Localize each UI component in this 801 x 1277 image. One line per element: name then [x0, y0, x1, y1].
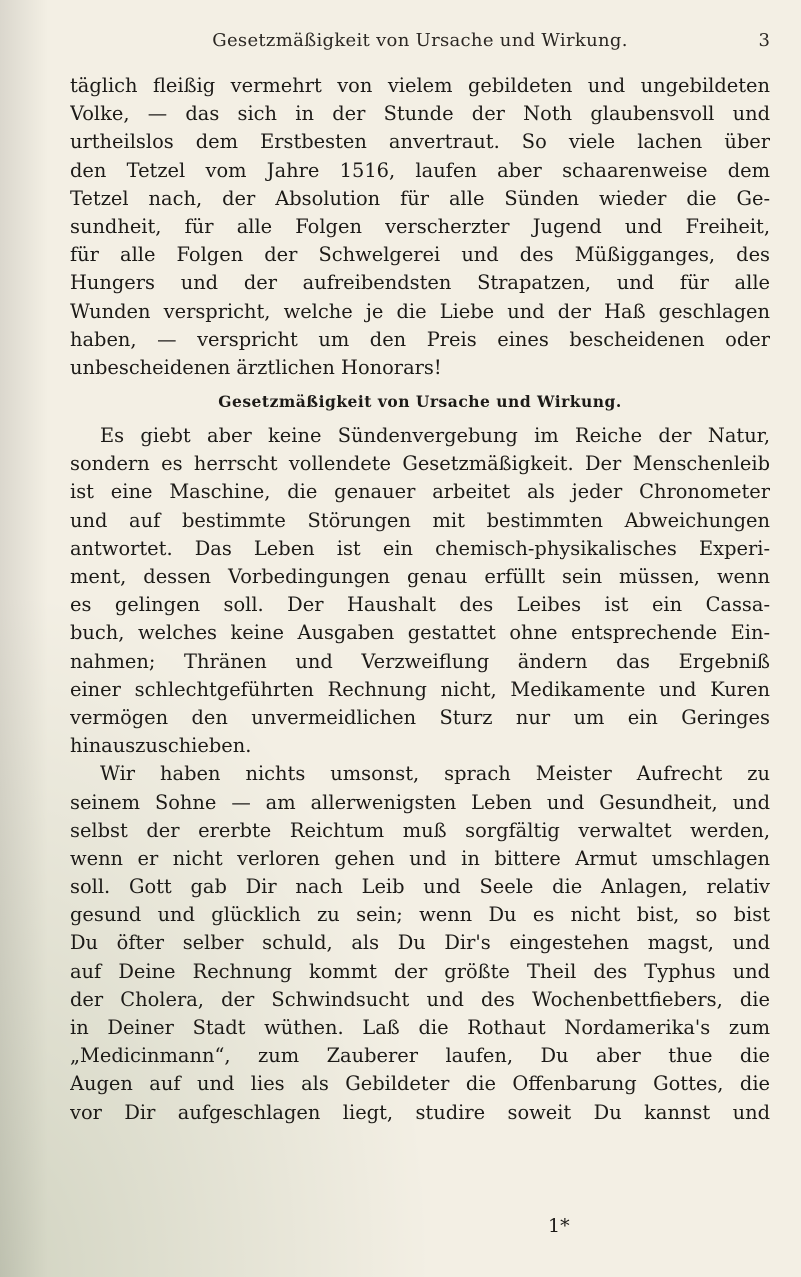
text-line: seinem Sohne — am allerwenigsten Leben und Gesundheit, und — [70, 790, 770, 814]
text-line: Tetzel nach, der Absolution für alle Sünden wieder die Ge- — [70, 186, 770, 210]
text-line: antwortet. Das Leben ist ein chemisch-physikalisches Experi- — [70, 536, 770, 560]
text-line: in Deiner Stadt wüthen. Laß die Rothaut Nordamerika's zum — [70, 1016, 770, 1039]
text-line: selbst der ererbte Reichtum muß sorgfältig verwaltet werden, — [70, 818, 770, 842]
text-line: es gelingen soll. Der Haushalt des Leibes ist ein Cassa- — [70, 593, 770, 617]
section-heading: Gesetzmäßigkeit von Ursache und Wirkung. — [218, 392, 622, 412]
paragraph-1 — [70, 72, 770, 382]
paragraph-3 — [70, 760, 770, 1126]
text-line: ment, dessen Vorbedingungen genau erfüllt sein müssen, wenn — [70, 565, 770, 588]
text-line: Volke, — das sich in der Stunde der Noth glaubensvoll und — [70, 102, 770, 126]
text-line: buch, welches keine Ausgaben gestattet ohne entsprechende Ein- — [70, 621, 770, 645]
text-line: Es giebt aber keine Sündenvergebung im Reiche der Natur, — [100, 424, 770, 448]
text-line: gesund und glücklich zu sein; wenn Du es nicht bist, so bist — [70, 903, 770, 927]
text-line: soll. Gott gab Dir nach Leib und Seele die Anlagen, relativ — [70, 875, 770, 899]
text-line: urtheilslos dem Erstbesten anvertraut. So viele lachen über — [70, 130, 770, 154]
text-line: sundheit, für alle Folgen verscherzter Jugend und Freiheit, — [70, 214, 770, 238]
text-line: vor Dir aufgeschlagen liegt, studire soweit Du kannst und — [70, 1100, 770, 1124]
text-line: täglich fleißig vermehrt von vielem gebildeten und ungebildeten — [70, 74, 770, 97]
text-line: Wir haben nichts umsonst, sprach Meister Aufrecht zu — [100, 762, 770, 786]
text-line: hinauszuschieben. — [70, 734, 252, 758]
text-line: auf Deine Rechnung kommt der größte Theil des Typhus und — [70, 959, 770, 983]
text-line: haben, — verspricht um den Preis eines bescheidenen oder — [70, 327, 770, 351]
text-line: Wunden verspricht, welche je die Liebe und der Haß geschlagen — [70, 299, 770, 323]
text-line: vermögen den unvermeidlichen Sturz nur um ein Geringes — [70, 705, 770, 729]
text-line: wenn er nicht verloren gehen und in bittere Armut umschlagen — [70, 846, 770, 870]
text-line: unbescheidenen ärztlichen Honorars! — [70, 355, 442, 379]
paragraph-2 — [70, 422, 770, 760]
text-line: der Cholera, der Schwindsucht und des Wochenbettfiebers, die — [70, 987, 770, 1011]
page-number: 3 — [758, 30, 770, 51]
text-line: ist eine Maschine, die genauer arbeitet als jeder Chronometer — [70, 480, 770, 504]
text-line: und auf bestimmte Störungen mit bestimmten Abweichungen — [70, 508, 770, 532]
text-line: nahmen; Thränen und Verzweiflung ändern das Ergebniß — [70, 649, 770, 673]
text-line: Du öfter selber schuld, als Du Dir's eingestehen magst, und — [70, 931, 770, 955]
body-text — [70, 72, 770, 1127]
text-line: den Tetzel vom Jahre 1516, laufen aber schaarenweise dem — [70, 158, 770, 182]
text-line: Augen auf und lies als Gebildeter die Offenbarung Gottes, die — [70, 1072, 770, 1096]
text-line: für alle Folgen der Schwelgerei und des Müßigganges, des — [70, 243, 770, 267]
text-line: sondern es herrscht vollendete Gesetzmäßigkeit. Der Menschenleib — [70, 452, 770, 476]
page-header — [70, 30, 770, 58]
signature-mark: 1* — [548, 1215, 570, 1237]
text-line: einer schlechtgeführten Rechnung nicht, Medikamente und Kuren — [70, 677, 770, 701]
text-line: „Medicinmann“, zum Zauberer laufen, Du aber thue die — [70, 1044, 770, 1068]
running-title: Gesetzmäßigkeit von Ursache und Wirkung. — [212, 30, 628, 51]
text-line: Hungers und der aufreibendsten Strapatzen, und für alle — [70, 271, 770, 295]
